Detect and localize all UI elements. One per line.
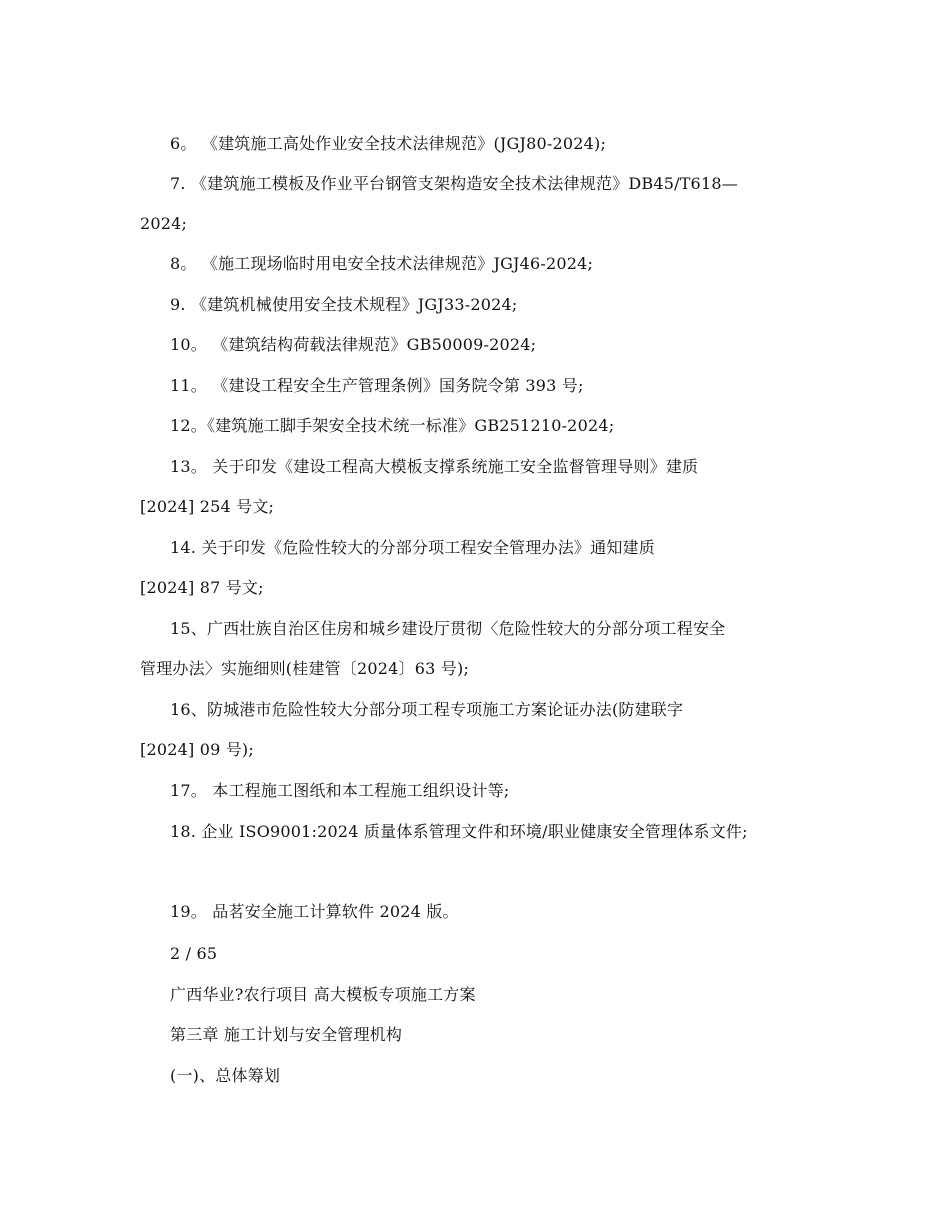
reference-item-19: 19。 品茗安全施工计算软件 2024 版。 <box>170 902 459 921</box>
reference-item-13-cont: [2024] 254 号文; <box>140 497 275 516</box>
reference-item-15: 15、广西壮族自治区住房和城乡建设厅贯彻〈危险性较大的分部分项工程安全 <box>170 619 726 638</box>
page-number: 2 / 65 <box>170 944 218 963</box>
reference-item-12: 12。《建筑施工脚手架安全技术统一标准》GB251210-2024; <box>170 416 615 435</box>
reference-item-17: 17。 本工程施工图纸和本工程施工组织设计等; <box>170 781 510 800</box>
reference-item-7-cont: 2024; <box>140 214 188 233</box>
reference-item-16-cont: [2024] 09 号); <box>140 740 254 759</box>
reference-item-6: 6。 《建筑施工高处作业安全技术法律规范》(JGJ80-2024); <box>170 134 607 153</box>
reference-item-9: 9. 《建筑机械使用安全技术规程》JGJ33-2024; <box>170 295 518 314</box>
reference-item-10: 10。 《建筑结构荷载法律规范》GB50009-2024; <box>170 335 537 354</box>
reference-item-11: 11。 《建设工程安全生产管理条例》国务院令第 393 号; <box>170 376 584 395</box>
reference-item-16: 16、防城港市危险性较大分部分项工程专项施工方案论证办法(防建联字 <box>170 700 684 719</box>
reference-item-8: 8。 《施工现场临时用电安全技术法律规范》JGJ46-2024; <box>170 254 594 273</box>
reference-item-15-cont: 管理办法〉实施细则(桂建管〔2024〕63 号); <box>140 659 470 678</box>
running-header: 广西华业?农行项目 高大模板专项施工方案 <box>170 985 476 1004</box>
reference-item-18: 18. 企业 ISO9001:2024 质量体系管理文件和环境/职业健康安全管理体系文件; <box>170 822 748 841</box>
chapter-heading: 第三章 施工计划与安全管理机构 <box>170 1025 403 1044</box>
reference-item-14: 14. 关于印发《危险性较大的分部分项工程安全管理办法》通知建质 <box>170 538 655 557</box>
section-heading: (一)、总体筹划 <box>170 1066 281 1085</box>
reference-item-14-cont: [2024] 87 号文; <box>140 578 264 597</box>
reference-item-7: 7. 《建筑施工模板及作业平台钢管支架构造安全技术法律规范》DB45/T618— <box>170 174 738 193</box>
reference-item-13: 13。 关于印发《建设工程高大模板支撑系统施工安全监督管理导则》建质 <box>170 457 699 476</box>
